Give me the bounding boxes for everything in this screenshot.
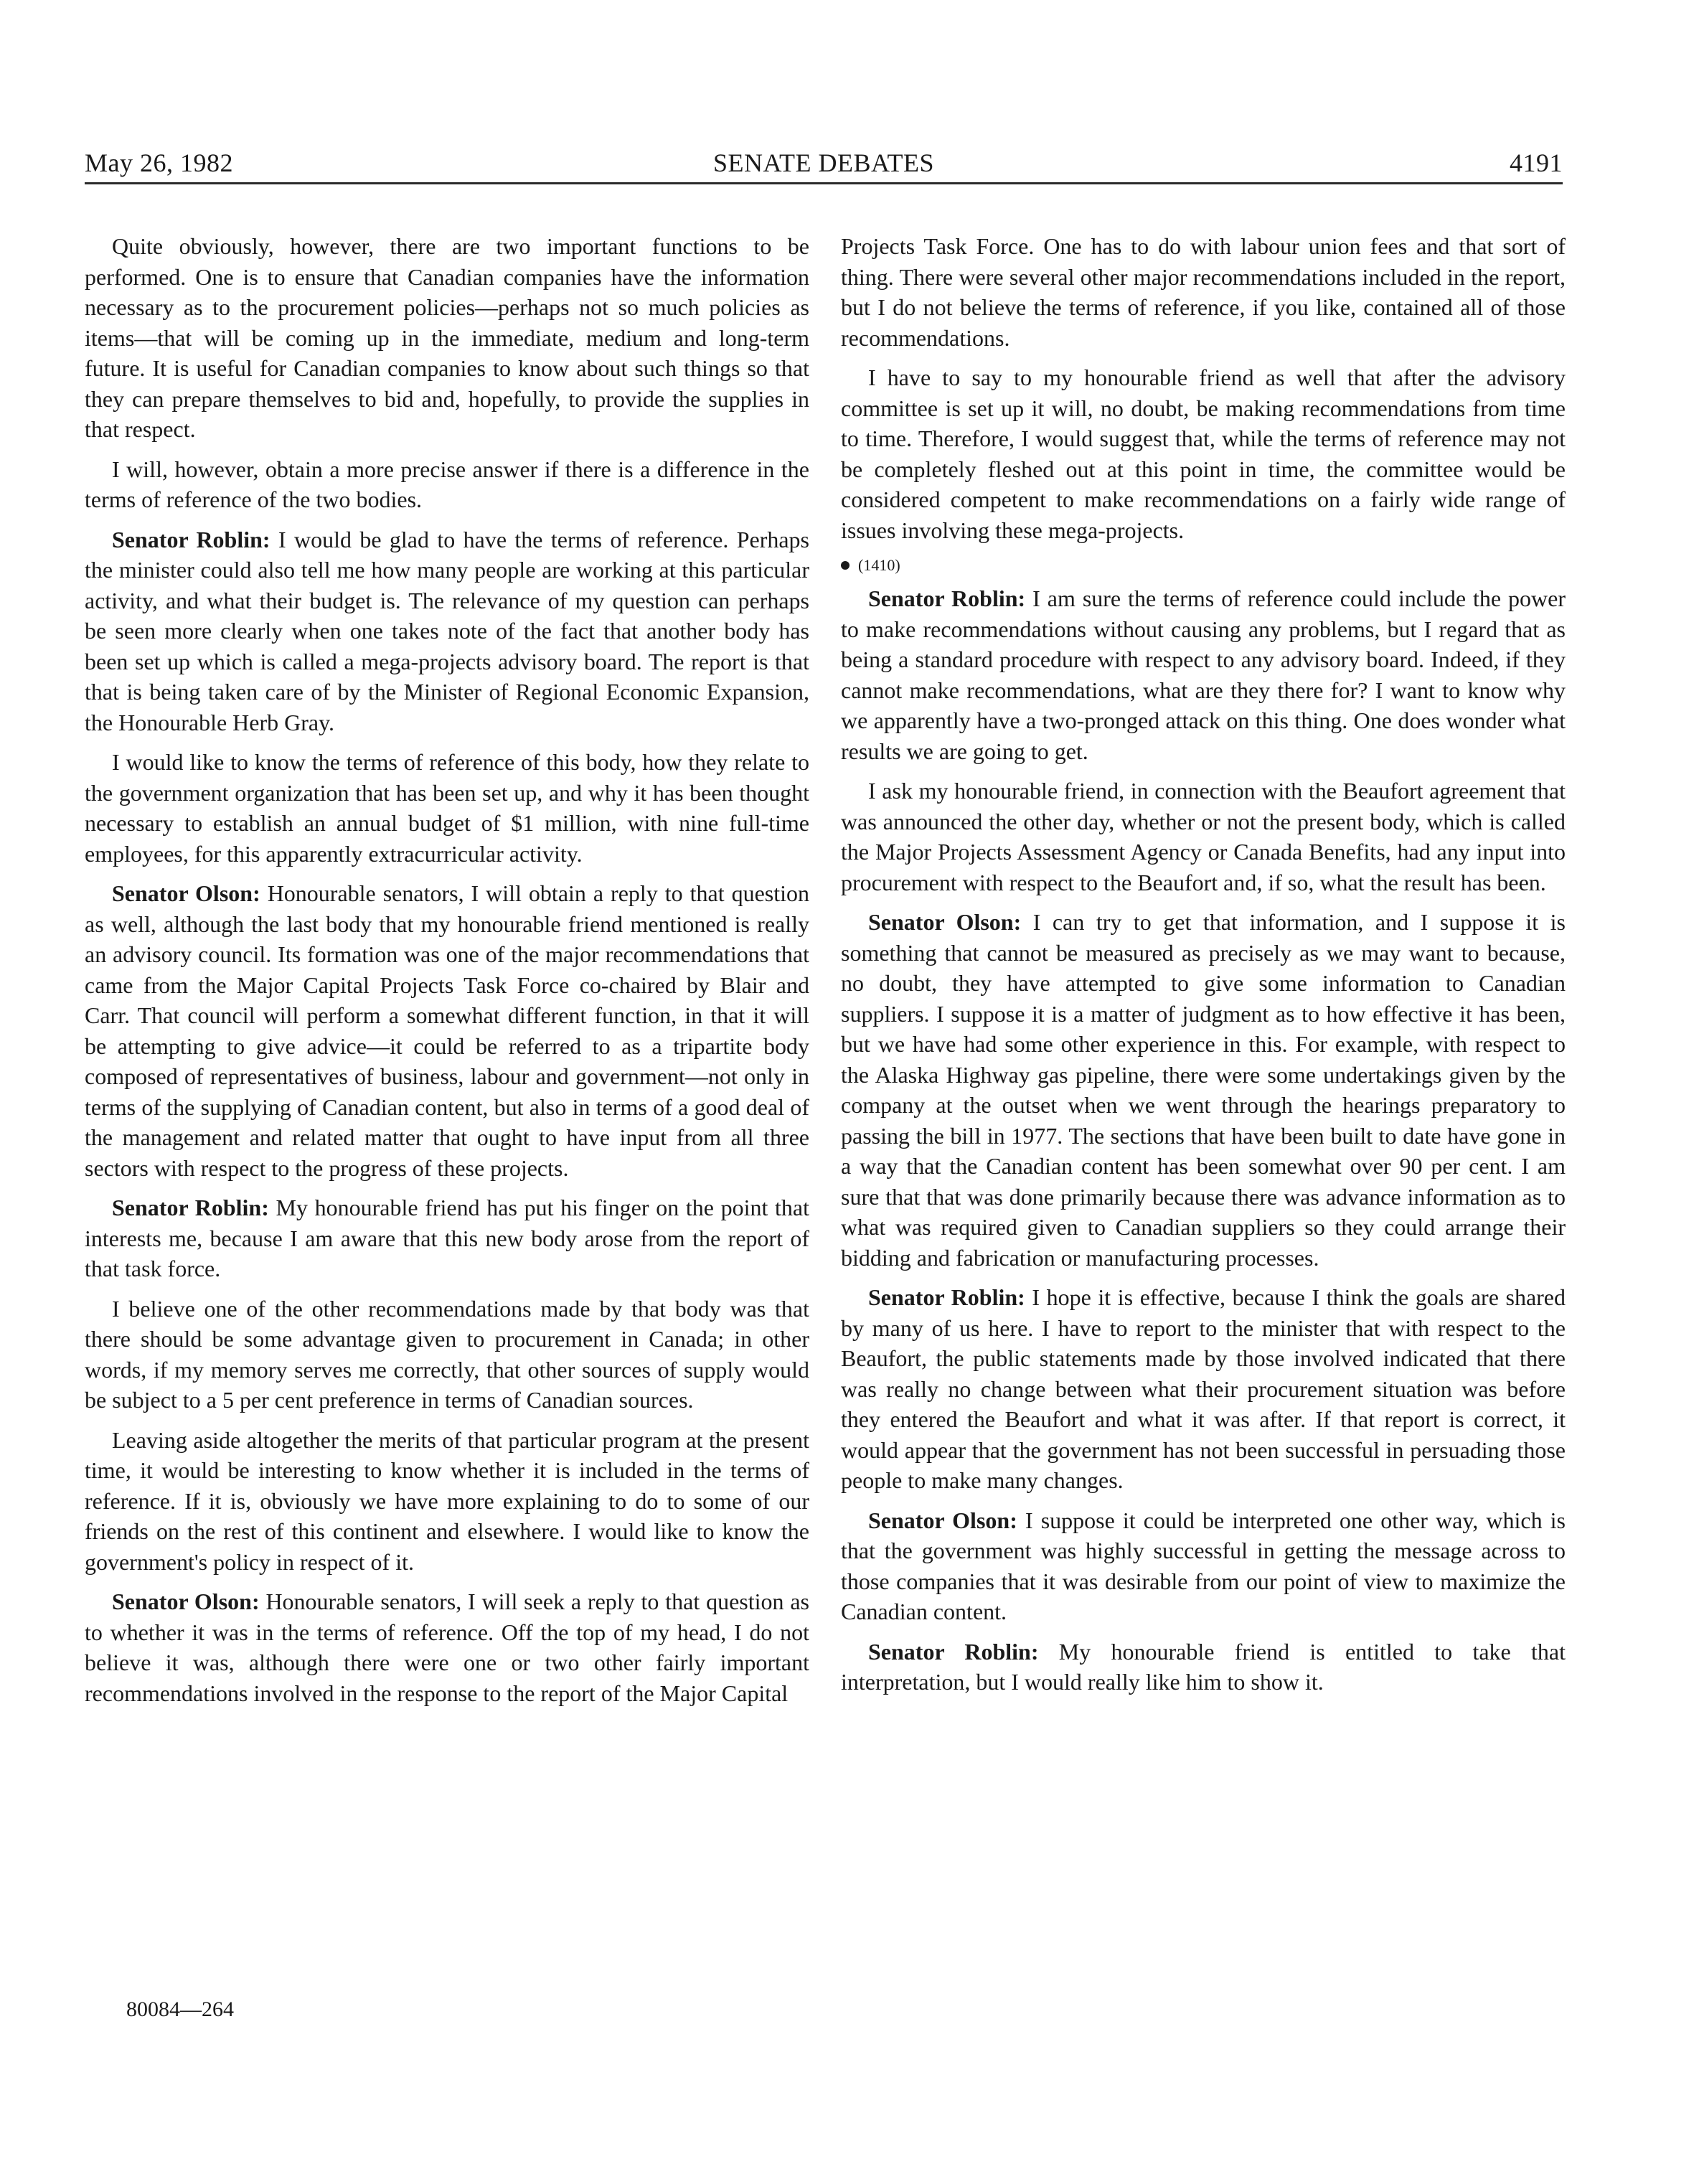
speaker-name: Senator Olson: (112, 880, 260, 906)
header-title: SENATE DEBATES (712, 149, 934, 177)
header-date: May 26, 1982 (85, 149, 233, 177)
paragraph (841, 362, 1566, 545)
paragraph-text: I suppose it could be interpreted one other way, which is that the government was highly successful in getting the message across to those companies that it was desirable from our point of view to maximize the Canadian content. (841, 1507, 1566, 1624)
paragraph (85, 1425, 809, 1578)
paragraph-text: Honourable senators, I will seek a reply to that question as to whether it was in the terms of reference. Off the top of my head, I do not believe it was, although there were one or two other fairly important recommendations involved in the response to the report of the Major Capital (85, 1588, 810, 1706)
paragraph-text: My honourable friend is entitled to take that interpretation, but I would really like him to show it. (841, 1638, 1566, 1695)
left-column (85, 231, 809, 1718)
paragraph-text: I ask my honourable friend, in connection with the Beaufort agreement that was announced the other day, whether or not the present body, which is called the Major Projects Assessment Agency or Canada Benefits, had any input into procurement with respect to the Beaufort and, if so, what the result has been. (841, 778, 1566, 895)
speaker-name: Senator Roblin: (868, 1638, 1039, 1665)
speaker-name: Senator Roblin: (868, 585, 1026, 611)
paragraph (85, 1586, 809, 1708)
paragraph-text: I am sure the terms of reference could include the power to make recommendations without causing any problems, but I regard that as being a standard procedure with respect to any advisory board. Indeed, if they cannot make recommendations, what are they there for? I want to know why we apparently have a two-pronged attack on this thing. One does wonder what results we are going to get. (841, 585, 1566, 764)
paragraph-text: My honourable friend has put his finger on the point that interests me, because I am aware that this new body arose from the report of that task force. (85, 1195, 810, 1281)
speaker-name: Senator Roblin: (112, 526, 270, 552)
paragraph-text: I have to say to my honourable friend as well that after the advisory committee is set up it will, no doubt, be making recommendations from time to time. Therefore, I would suggest that, while the terms of reference may not be completely fleshed out at this point in time, the committee would be considered competent to make recommendations on a fairly wide range of issues involving these mega-projects. (841, 364, 1566, 543)
paragraph (841, 1505, 1566, 1627)
speaker-name: Senator Olson: (112, 1588, 260, 1614)
paragraph-text: Leaving aside altogether the merits of that particular program at the present time, it would be interesting to know whether it is included in the terms of reference. If it is, obviously we have more explaining to do to some of our friends on the rest of this continent and elsewhere. I would like to know the government's policy in respect of it. (85, 1426, 809, 1575)
paragraph (85, 1192, 809, 1284)
right-column (841, 231, 1566, 1707)
paragraph (841, 776, 1566, 898)
paragraph-text: I would be glad to have the terms of reference. Perhaps the minister could also tell me how many people are working at this particular activity, and what their budget is. The relevance of my question can perhaps be seen more clearly when one takes note of the fact that another body has been set up which is called a mega-projects advisory board. The report is that that is being taken care of by the Minister of Regional Economic Expansion, the Honourable Herb Gray. (85, 526, 810, 735)
page-header (85, 143, 1563, 184)
paragraph-text: I will, however, obtain a more precise answer if there is a difference in the terms of reference of the two bodies. (85, 456, 809, 512)
paragraph (85, 524, 809, 738)
paragraph-text: I hope it is effective, because I think the goals are shared by many of us here. I have to report to the minister that with respect to the Beaufort, the public statements made by those involved indicated that there was really no change between what their procurement situation was before they entered the Beaufort and what it was after. If that report is correct, it would appear that the government has not been successful in persuading those people to make many changes. (841, 1284, 1566, 1493)
paragraph-text: Projects Task Force. One has to do with labour union fees and that sort of thing. There were several other major recommendations included in the report, but I do not believe the terms of reference, if you like, contained all of those recommendations. (841, 233, 1566, 351)
paragraph-continued (841, 231, 1566, 353)
time-marker-text: (1410) (858, 556, 900, 574)
paragraph (841, 1637, 1566, 1698)
paragraph (841, 907, 1566, 1273)
paragraph (85, 454, 809, 515)
bullet-icon (841, 561, 850, 570)
paragraph-text: I would like to know the terms of reference of this body, how they relate to the government organization that has been set up, and why it has been thought necessary to establish an annual budget of $1 million, with nine full-time employees, for this apparently extracurricular activity. (85, 749, 809, 867)
paragraph (841, 1282, 1566, 1496)
header-page-number: 4191 (1510, 149, 1563, 177)
speaker-name: Senator Olson: (868, 909, 1022, 935)
paragraph (841, 583, 1566, 766)
paragraph-text: Honourable senators, I will obtain a reply to that question as well, although the last body that my honourable friend mentioned is really an advisory council. Its formation was one of the major recommendations that came from the Major Capital Projects Task Force co-chaired by Blair and Carr. That council will perform a somewhat different function, in that it will be attempting to give advice—it could be referred to as a tripartite body composed of representatives of business, labour and government—not only in terms of the supplying of Canadian content, but also in terms of a good deal of the management and related matter that ought to have input from all three sectors with respect to the progress of these projects. (85, 880, 810, 1181)
footer-code: 80084—264 (126, 1997, 234, 2021)
paragraph-text: I believe one of the other recommendations made by that body was that there should be some advantage given to procurement in Canada; in other words, if my memory serves me correctly, that other sources of supply would be subject to a 5 per cent preference in terms of Canadian sources. (85, 1295, 809, 1413)
paragraph (85, 878, 809, 1183)
paragraph-text: Quite obviously, however, there are two important functions to be performed. One is to ensure that Canadian companies have the information necessary as to the procurement policies—perhaps not so much policies as items—that will be coming up in the immediate, medium and long-term future. It is useful for Canadian companies to know about such things so that they can prepare themselves to bid and, hopefully, to provide the supplies in that respect. (85, 233, 809, 442)
paragraph (85, 1294, 809, 1416)
paragraph-text: I can try to get that information, and I suppose it is something that cannot be measured as precisely as we may want to because, no doubt, they have attempted to give some information to Canadian suppliers. I suppose it is a matter of judgment as to how effective it has been, but we have had some other experience in this. For example, with respect to the Alaska Highway gas pipeline, there were some undertakings given by the company at the outset when we went through the hearings preparatory to passing the bill in 1977. The sections that have been built to date have gone in a way that the Canadian content has been somewhat over 90 per cent. I am sure that that was done primarily because there was advance information as to what was required given to Canadian suppliers so they could arrange their bidding and fabrication or manufacturing processes. (841, 909, 1566, 1271)
speaker-name: Senator Roblin: (112, 1195, 269, 1220)
speaker-name: Senator Olson: (868, 1507, 1017, 1533)
time-marker (841, 555, 1566, 576)
paragraph (85, 747, 809, 869)
paragraph (85, 231, 809, 445)
speaker-name: Senator Roblin: (868, 1284, 1025, 1310)
